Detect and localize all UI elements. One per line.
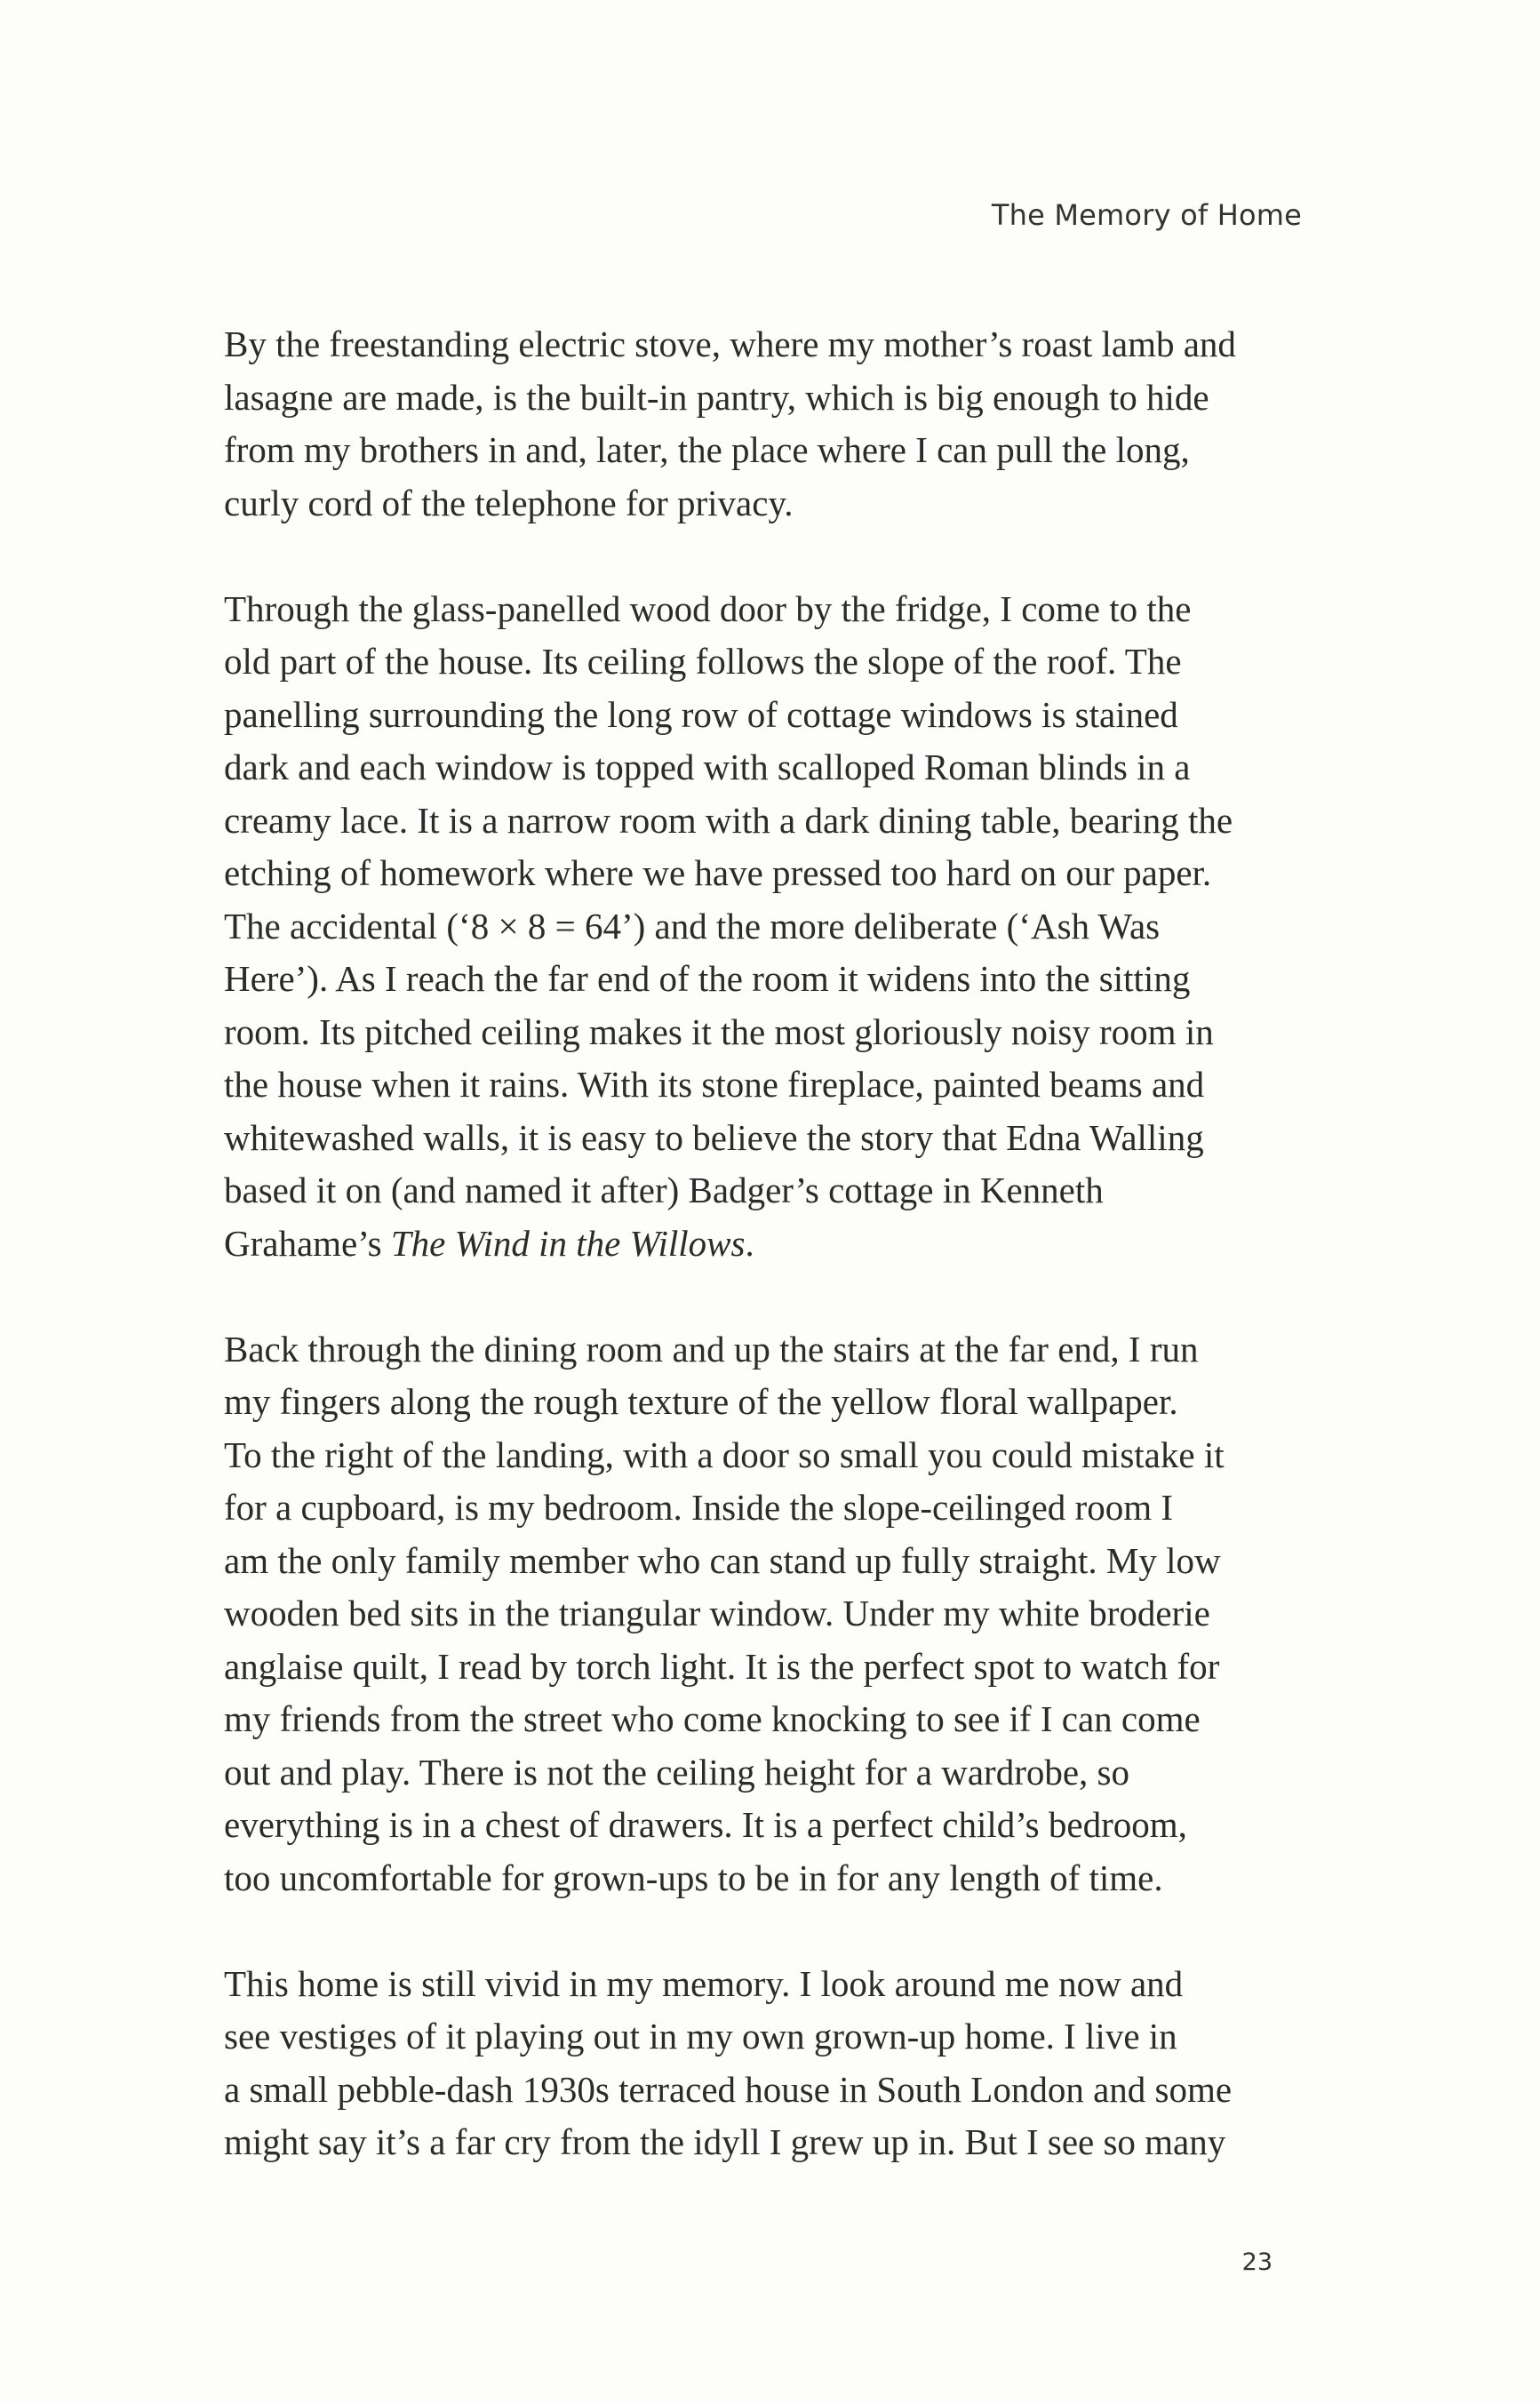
- text-line: creamy lace. It is a narrow room with a dark dining table, bearing the: [224, 799, 1233, 841]
- text-line: The accidental (‘8 × 8 = 64’) and the more deliberate (‘Ash Was: [224, 905, 1161, 946]
- text-line: lasagne are made, is the built-in pantry, which is big enough to hide: [224, 376, 1209, 418]
- text-line: [224, 1218, 1317, 1271]
- text-line: To the right of the landing, with a door so small you could mistake it: [224, 1434, 1225, 1475]
- text-line: curly cord of the telephone for privacy.: [224, 482, 794, 523]
- text-line: whitewashed walls, it is easy to believe the story that Edna Walling: [224, 1116, 1204, 1158]
- text-line: from my brothers in and, later, the place where I can pull the long,: [224, 429, 1190, 470]
- text-line: dark and each window is topped with scalloped Roman blinds in a: [224, 747, 1191, 787]
- text-line: might say it’s a far cry from the idyll I grew up in. But I see so many: [224, 2121, 1226, 2162]
- paragraph-2: [224, 583, 1317, 1271]
- paragraph-4: [224, 1958, 1317, 2169]
- text-line: the house when it rains. With its stone fireplace, painted beams and: [224, 1064, 1205, 1105]
- text-line: wooden bed sits in the triangular window. Under my white broderie: [224, 1593, 1210, 1633]
- text-line: a small pebble-dash 1930s terraced house in South London and some: [224, 2068, 1233, 2110]
- text-fragment: .: [745, 1222, 754, 1264]
- text-line: based it on (and named it after) Badger’s cottage in Kenneth: [224, 1170, 1104, 1210]
- text-line: By the freestanding electric stove, where my mother’s roast lamb and: [224, 323, 1236, 364]
- page-number: 23: [1241, 2248, 1273, 2276]
- book-title: The Wind in the Willows: [390, 1222, 746, 1264]
- text-line: too uncomfortable for grown-ups to be in for any length of time.: [224, 1857, 1163, 1898]
- text-line: see vestiges of it playing out in my own grown-up home. I live in: [224, 2016, 1177, 2057]
- text-line: my friends from the street who come knocking to see if I can come: [224, 1698, 1201, 1739]
- text-line: etching of homework where we have pressed too hard on our paper.: [224, 852, 1212, 893]
- text-line: Here’). As I reach the far end of the room it widens into the sitting: [224, 958, 1191, 999]
- paragraph-1: [224, 318, 1317, 530]
- body-text: [224, 318, 1317, 2222]
- text-line: everything is in a chest of drawers. It is a perfect child’s bedroom,: [224, 1804, 1187, 1845]
- text-line: anglaise quilt, I read by torch light. It is the perfect spot to watch for: [224, 1645, 1220, 1687]
- text-line: my fingers along the rough texture of the yellow floral wallpaper.: [224, 1381, 1178, 1422]
- text-line: out and play. There is not the ceiling height for a wardrobe, so: [224, 1751, 1130, 1793]
- text-line: Through the glass-panelled wood door by the fridge, I come to the: [224, 587, 1192, 629]
- text-line: for a cupboard, is my bedroom. Inside the slope-ceilinged room I: [224, 1487, 1173, 1528]
- text-fragment: Grahame’s: [224, 1222, 391, 1264]
- text-line: Back through the dining room and up the stairs at the far end, I run: [224, 1328, 1199, 1370]
- running-head: The Memory of Home: [991, 198, 1302, 232]
- text-line: old part of the house. Its ceiling follows the slope of the roof. The: [224, 641, 1182, 682]
- text-line: This home is still vivid in my memory. I look around me now and: [224, 1962, 1184, 2004]
- text-line: panelling surrounding the long row of cottage windows is stained: [224, 693, 1178, 735]
- text-line: am the only family member who can stand up fully straight. My low: [224, 1539, 1221, 1581]
- paragraph-3: [224, 1323, 1317, 1905]
- text-line: room. Its pitched ceiling makes it the most gloriously noisy room in: [224, 1010, 1214, 1052]
